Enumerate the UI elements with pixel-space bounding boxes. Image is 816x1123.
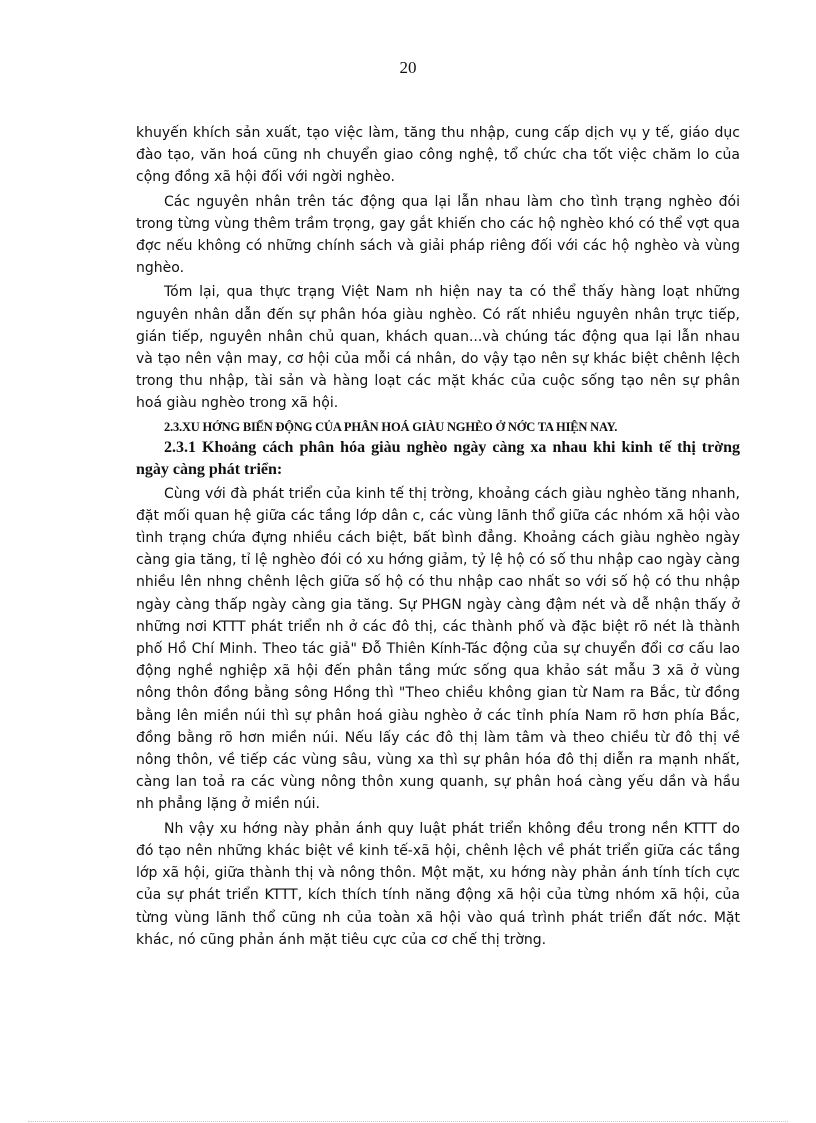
document-body [136, 122, 740, 953]
page-number: 20 [399, 58, 417, 77]
paragraph-4: Cùng với đà phát triển của kinh tế thị trờng, khoảng cách giàu nghèo tăng nhanh, đặt mối quan hệ giữa các tầng lớp dân c, các vùng lãnh thổ giữa các nhóm xã hội vào tình trạng chứa đựng nhiều cách biệt, bất bình đẳng. Khoảng cách giàu nghèo ngày càng gia tăng, tỉ lệ nghèo đói có xu hớng giảm, tỷ lệ hộ có số thu nhập cao ngày càng nhiều lên nhng chênh lệch giữa số hộ có thu nhập cao nhất so với số hộ có thu nhập ngày càng thấp ngày càng gia tăng. Sự PHGN ngày càng đậm nét và dễ nhận thấy ở những nơi KTTT phát triển nh ở các đô thị, các thành phố và đặc biệt rõ nét là thành phố Hồ Chí Minh. Theo tác giả" Đỗ Thiên Kính-Tác động của sự chuyển đổi cơ cấu lao động nghề nghiệp xã hội đến phân tầng mức sống qua khảo sát mẫu 3 xã ở vùng nông thôn đồng bằng sông Hồng thì "Theo chiều không gian từ Nam ra Bắc, từ đồng bằng lên miền núi thì sự phân hoá giàu nghèo ở các tỉnh phía Nam rõ hơn phía Bắc, đồng bằng rõ hơn miền núi. Nếu lấy các đô thị làm tâm và theo chiều từ đô thị về nông thôn, về tiếp các vùng sâu, vùng xa thì sự phân hóa đô thị diễn ra mạnh nhất, càng lan toả ra các vùng nông thôn xung quanh, sự phân hoá càng yếu dần và hầu nh phẳng lặng ở miền núi. [136, 485, 740, 813]
paragraph-2: Các nguyên nhân trên tác động qua lại lẫn nhau làm cho tình trạng nghèo đói trong từng vùng thêm trầm trọng, gay gắt khiến cho các hộ nghèo khó có thể vợt qua đợc nếu không có những chính sách và giải pháp riêng đối với các hộ nghèo và vùng nghèo. [136, 193, 740, 277]
subsection-heading: 2.3.1 Khoảng cách phân hóa giàu nghèo ngày càng xa nhau khi kinh tế thị trờng ngày càng phát triển: [136, 438, 740, 478]
section-heading: 2.3.XU HỚNG BIẾN ĐỘNG CỦA PHÂN HOÁ GIÀU NGHÈO Ở NỚC TA HIỆN NAY. [164, 419, 618, 434]
paragraph-1: khuyến khích sản xuất, tạo việc làm, tăng thu nhập, cung cấp dịch vụ y tế, giáo dục đào tạo, văn hoá cũng nh chuyển giao công nghệ, tổ chức cha tốt việc chăm lo của cộng đồng xã hội đối với ngời nghèo. [136, 125, 740, 186]
paragraph-3: Tóm lại, qua thực trạng Việt Nam nh hiện nay ta có thể thấy hàng loạt những nguyên nhân dẫn đến sự phân hóa giàu nghèo. Có rất nhiều nguyên nhân trực tiếp, gián tiếp, nguyên nhân chủ quan, khách quan...và chúng tác động qua lại lẫn nhau và tạo nên vận may, cơ hội của mỗi cá nhân, do vậy tạo nên sự khác biệt chênh lệch trong thu nhập, tài sản và hàng loạt các mặt khác của cuộc sống tạo nên sự phân hoá giàu nghèo trong xã hội. [136, 284, 740, 412]
page-bottom-rule [28, 1121, 788, 1122]
paragraph-5: Nh vậy xu hớng này phản ánh quy luật phát triển không đều trong nền KTTT do đó tạo nên những khác biệt về kinh tế-xã hội, chênh lệch về phát triển giữa các tầng lớp xã hội, giữa thành thị và nông thôn. Một mặt, xu hớng này phản ánh tính tích cực của sự phát triển KTTT, kích thích tính năng động xã hội của từng nhóm xã hội, của từng vùng lãnh thổ cũng nh của toàn xã hội vào quá trình phát triển đất nớc. Mặt khác, nó cũng phản ánh mặt tiêu cực của cơ chế thị trờng. [136, 820, 740, 948]
